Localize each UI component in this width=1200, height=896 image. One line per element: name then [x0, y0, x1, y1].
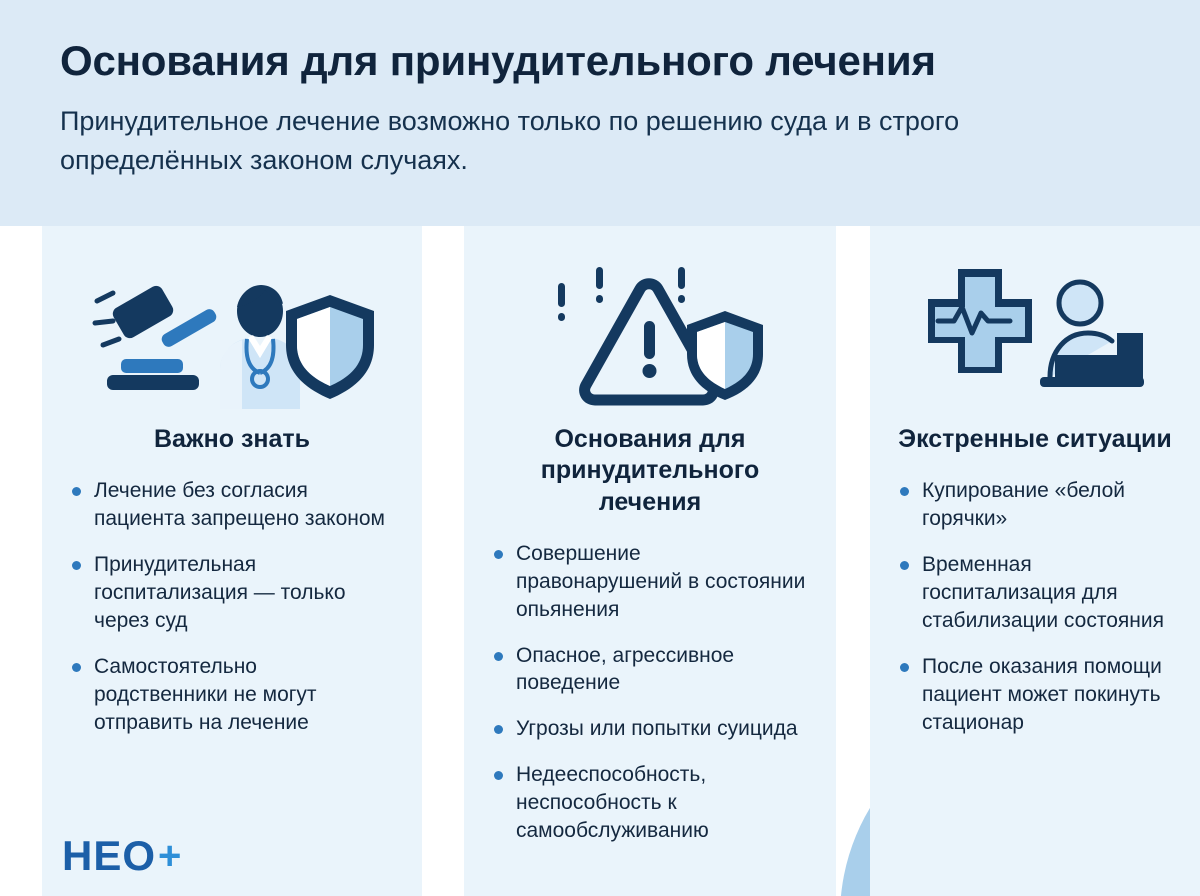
- card-title: Основания для принудительного лечения: [540, 425, 760, 516]
- header-band: [0, 0, 1200, 226]
- card-emergency-situations: [870, 226, 1200, 896]
- list-item: Совершение правонарушений в состоянии опьянения: [492, 540, 808, 624]
- logo-text: НЕО: [62, 832, 157, 879]
- page-subtitle: Принудительное лечение возможно только по решению суда и в строго определённых законом случаях.: [60, 106, 960, 175]
- card-important-to-know: [42, 226, 422, 896]
- list-item: Недееспособность, неспособность к самообслуживанию: [492, 761, 808, 845]
- list-item: Опасное, агрессивное поведение: [492, 642, 808, 698]
- bullet-list: [492, 540, 808, 845]
- list-item: Угрозы или попытки суицида: [492, 715, 808, 743]
- gavel-doctor-shield-icon: [70, 254, 394, 424]
- logo-plus-icon: +: [158, 833, 183, 878]
- brand-logo: [62, 832, 182, 880]
- page-title: Основания для принудительного лечения: [60, 37, 936, 84]
- warning-triangle-shield-icon: [492, 254, 808, 424]
- card-title: Важно знать: [153, 425, 311, 453]
- card-title: Экстренные ситуации: [898, 425, 1172, 453]
- list-item: Самостоятельно родственники не могут отправить на лечение: [70, 653, 394, 737]
- list-item: Принудительная госпитализация — только через суд: [70, 551, 394, 635]
- list-item: Купирование «белой горячки»: [898, 477, 1172, 533]
- list-item: После оказания помощи пациент может покинуть стационар: [898, 653, 1172, 737]
- bullet-list: [898, 477, 1172, 736]
- columns-container: [0, 226, 1200, 896]
- card-grounds-for-treatment: [464, 226, 836, 896]
- list-item: Лечение без согласия пациента запрещено законом: [70, 477, 394, 533]
- medical-cross-patient-icon: [898, 254, 1172, 424]
- bullet-list: [70, 477, 394, 736]
- list-item: Временная госпитализация для стабилизации состояния: [898, 551, 1172, 635]
